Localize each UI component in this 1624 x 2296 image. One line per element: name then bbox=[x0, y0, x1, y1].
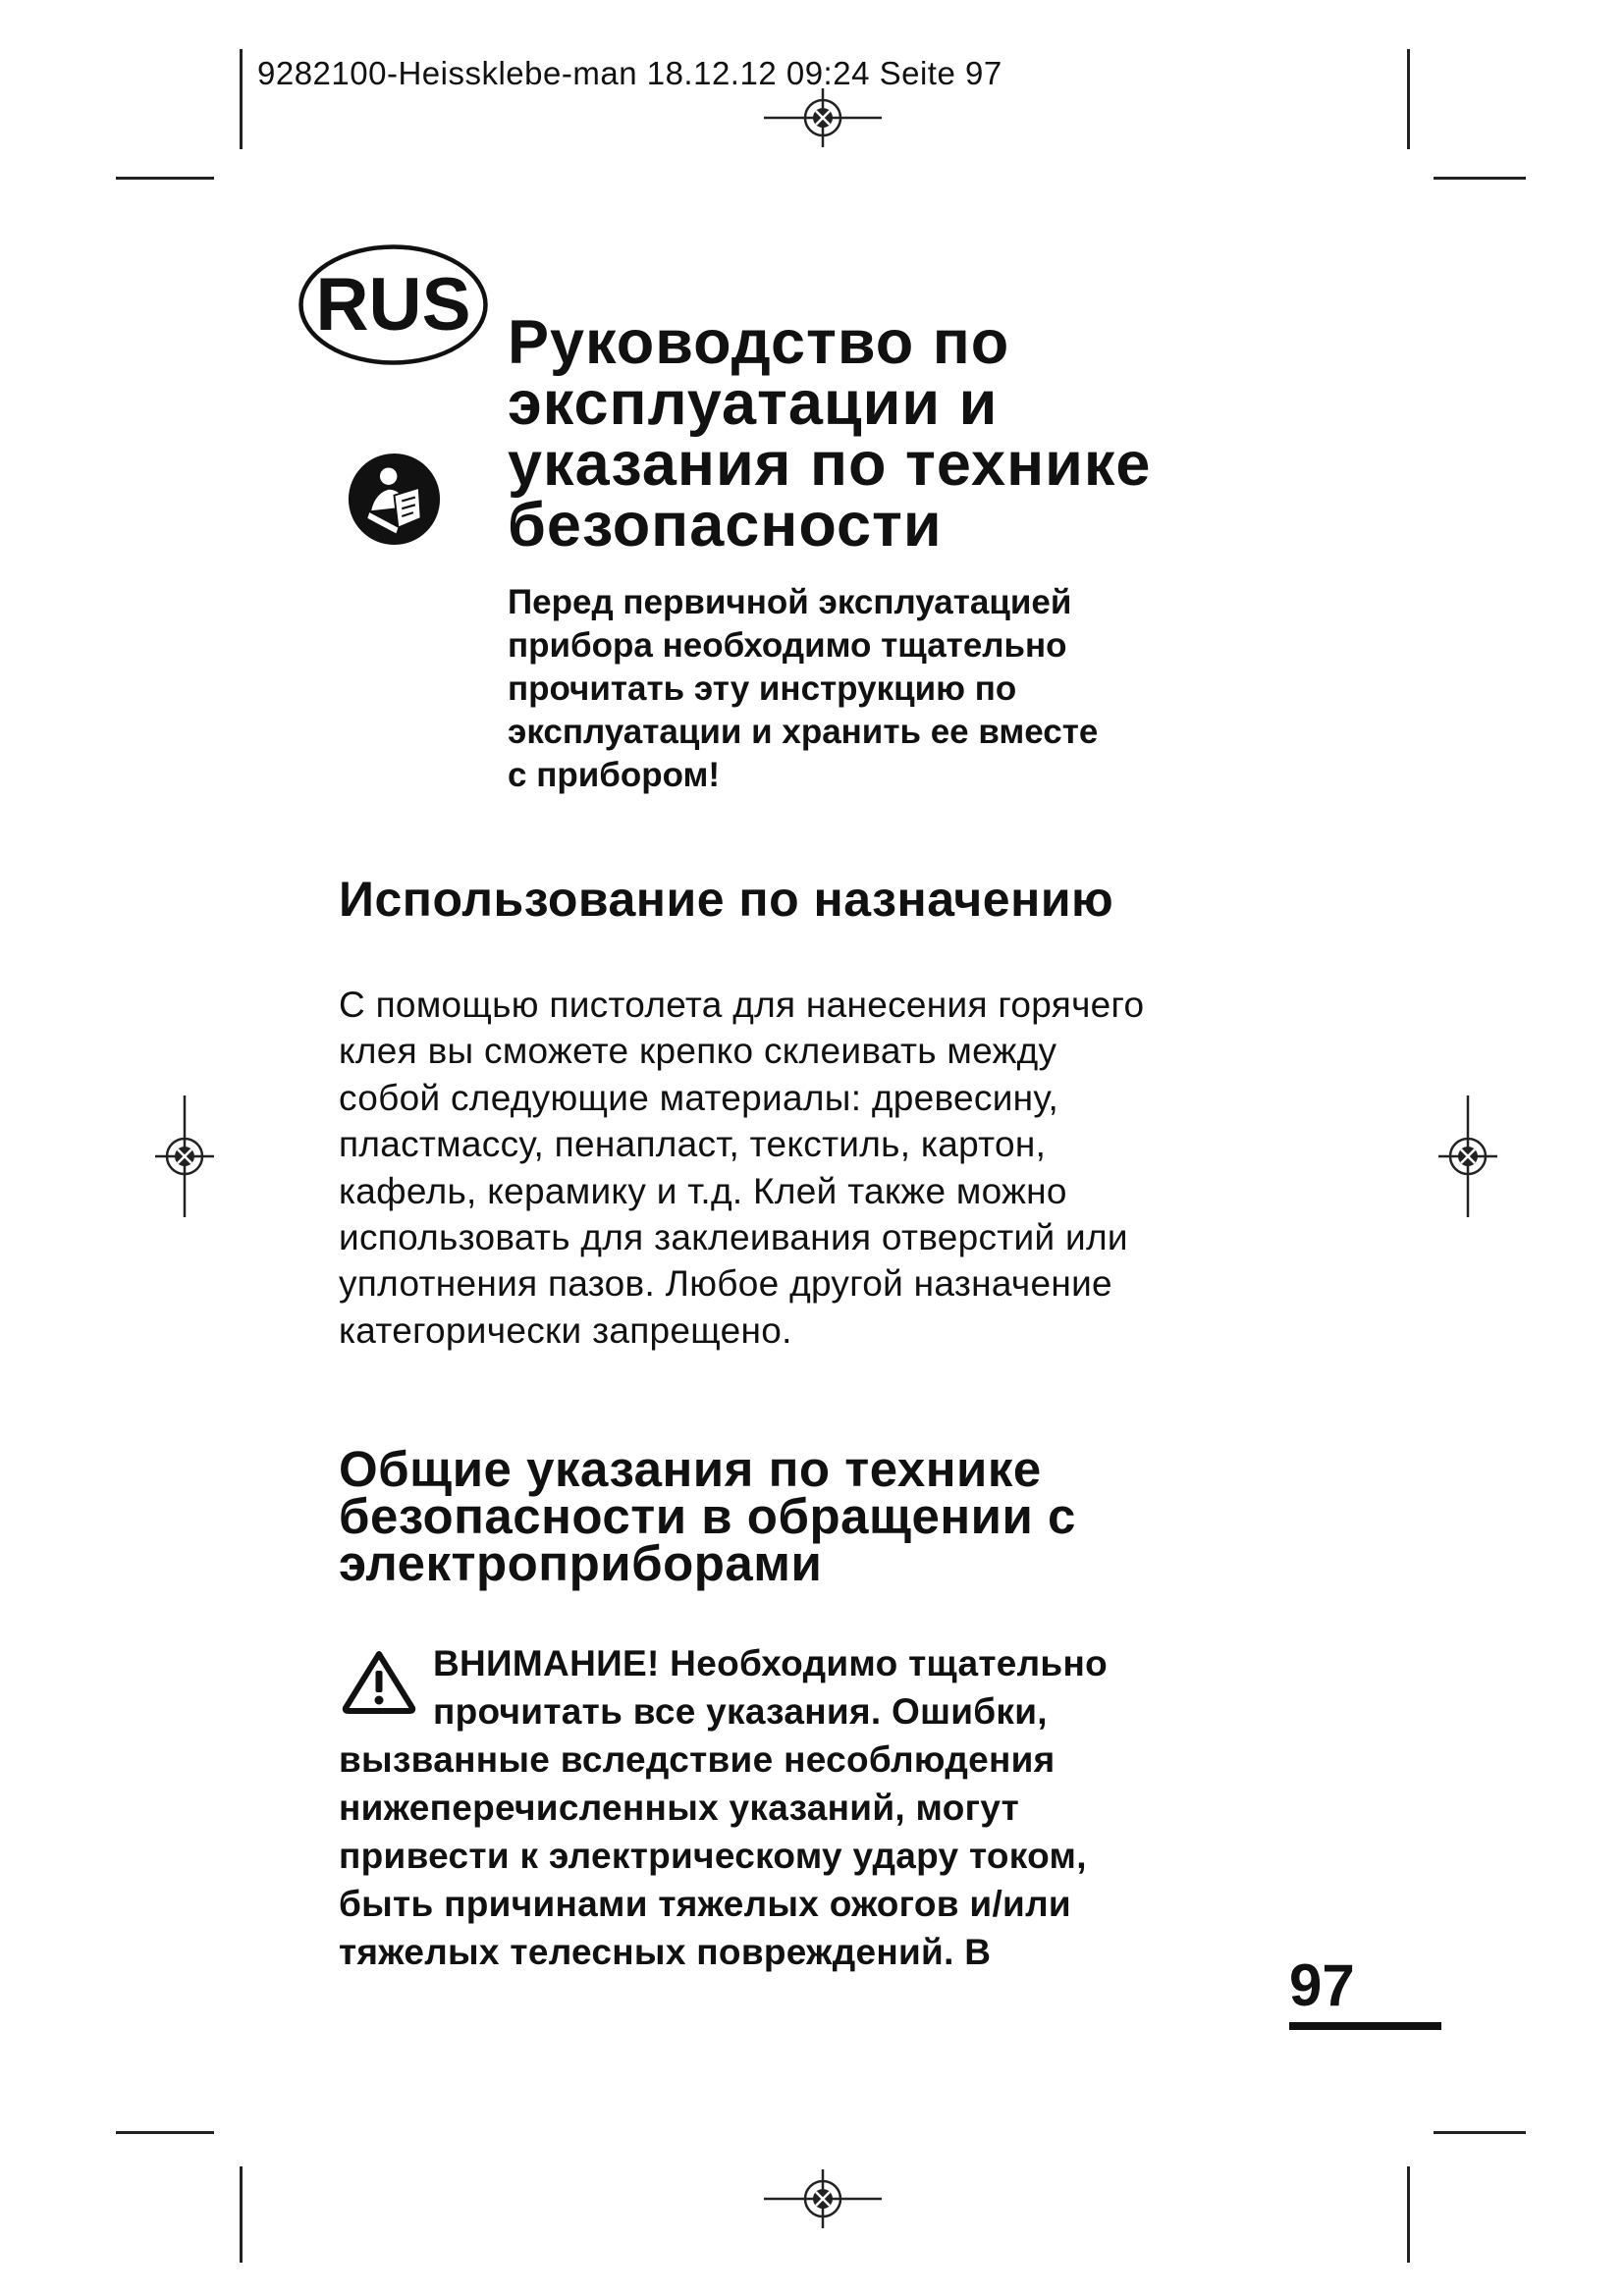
intro-line: Перед первичной эксплуатацией bbox=[508, 583, 1072, 621]
print-file-header: 9282100-Heissklebe-man 18.12.12 09:24 Seite 97 bbox=[257, 55, 1002, 91]
body-line: кафель, керамику и т.д. Клей также можно bbox=[339, 1170, 1067, 1211]
crop-mark-top-right-vertical bbox=[1407, 49, 1410, 149]
warning-line: прочитать все указания. Ошибки, bbox=[433, 1691, 1048, 1732]
crop-mark-top-left-vertical bbox=[240, 49, 243, 149]
crop-mark-bottom-right-vertical bbox=[1407, 2166, 1410, 2263]
heading-line: Общие указания по технике bbox=[339, 1441, 1042, 1497]
body-line: пластмассу, пенапласт, текстиль, картон, bbox=[339, 1124, 1047, 1165]
crop-mark-bottom-left-vertical bbox=[240, 2166, 243, 2263]
crop-mark-top-left-horizontal bbox=[116, 177, 214, 180]
page-title bbox=[508, 308, 1293, 560]
page-number: 97 bbox=[1289, 1952, 1355, 2018]
warning-line: привести к электрическому удару током, bbox=[339, 1836, 1087, 1876]
intro-note bbox=[508, 581, 1195, 797]
intro-line: прибора необходимо тщательно bbox=[508, 626, 1067, 665]
crop-mark-bottom-left-horizontal bbox=[116, 2131, 214, 2134]
heading-line: электроприборами bbox=[339, 1535, 823, 1591]
body-line: категорически запрещено. bbox=[339, 1309, 792, 1351]
language-badge-text: RUS bbox=[315, 263, 471, 347]
section-body-intended-use bbox=[339, 982, 1242, 1354]
warning-line: быть причинами тяжелых ожогов и/или bbox=[339, 1884, 1071, 1924]
intro-line: эксплуатации и хранить ее вместе bbox=[508, 713, 1099, 751]
language-badge bbox=[298, 243, 489, 366]
warning-line: тяжелых телесных повреждений. В bbox=[339, 1932, 992, 1972]
safety-warning-text bbox=[339, 1639, 1262, 1976]
registration-mark-icon bbox=[1438, 1127, 1497, 1186]
read-manual-icon bbox=[347, 452, 442, 547]
crop-mark-bottom-right-horizontal bbox=[1434, 2131, 1526, 2134]
intro-line: прочитать эту инструкцию по bbox=[508, 669, 1017, 708]
warning-line: вызванные вследствие несоблюдения bbox=[339, 1739, 1056, 1780]
body-line: С помощью пистолета для нанесения горячего bbox=[339, 985, 1145, 1025]
title-line: эксплуатации и bbox=[508, 369, 999, 438]
section-heading-intended-use: Использование по назначению bbox=[339, 872, 1114, 927]
body-line: собой следующие материалы: древесину, bbox=[339, 1077, 1059, 1118]
page-number-rule bbox=[1289, 2022, 1441, 2030]
crop-mark-top-right-horizontal bbox=[1434, 177, 1526, 180]
intro-line: с прибором! bbox=[508, 756, 721, 794]
registration-mark-icon bbox=[793, 88, 852, 147]
title-line: указания по технике bbox=[508, 430, 1152, 499]
warning-line: ВНИМАНИЕ! Необходимо тщательно bbox=[433, 1643, 1109, 1683]
section-heading-general-safety bbox=[339, 1441, 1222, 1591]
body-line: клея вы сможете крепко склеивать между bbox=[339, 1031, 1057, 1072]
heading-line: безопасности в обращении с bbox=[339, 1488, 1076, 1544]
registration-mark-icon bbox=[155, 1127, 214, 1186]
body-line: уплотнения пазов. Любое другой назначение bbox=[339, 1263, 1112, 1305]
title-line: Руководство по bbox=[508, 308, 1010, 377]
body-line: использовать для заклеивания отверстий или bbox=[339, 1217, 1128, 1258]
title-line: безопасности bbox=[508, 491, 943, 560]
warning-line: нижеперечисленных указаний, могут bbox=[339, 1788, 1020, 1828]
registration-mark-icon bbox=[793, 2169, 852, 2228]
